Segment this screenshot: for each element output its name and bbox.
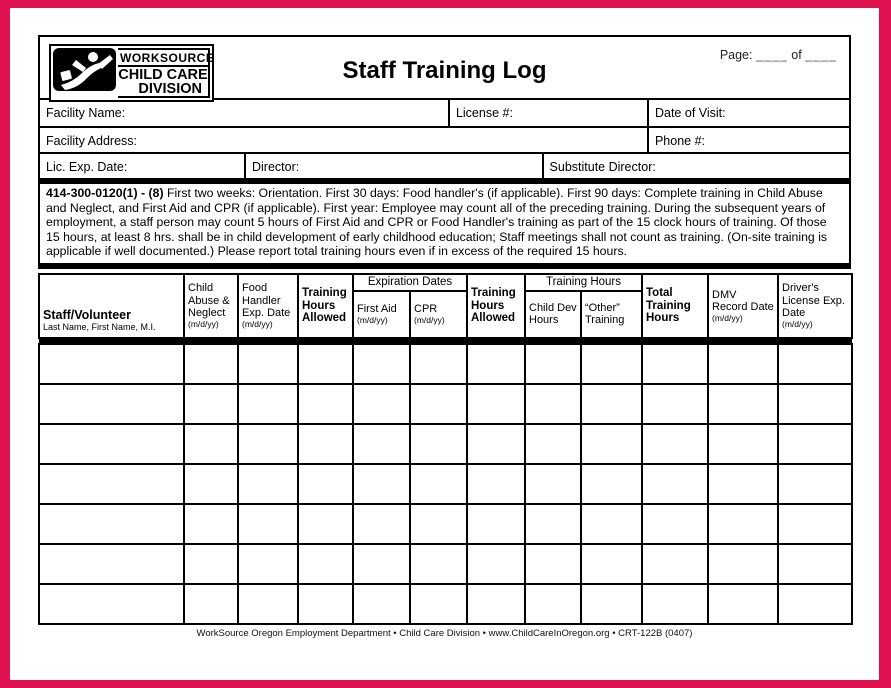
col-subtitle: (m/d/yy) [414,314,445,325]
empty-cell [39,344,184,384]
empty-cell [238,464,298,504]
col-title: Child Abuse & Neglect [188,282,230,320]
col-title: First Aid [357,303,397,316]
empty-cell [298,544,353,584]
empty-cell [467,464,525,504]
group-header-row [39,274,852,291]
col-header-child-dev-hours [525,291,581,338]
empty-cell [298,384,353,424]
empty-cell [238,544,298,584]
empty-cell [467,384,525,424]
col-header-child-abuse-neglect [184,274,238,338]
empty-cell [708,504,778,544]
page-title: Staff Training Log [342,57,547,84]
empty-cell [708,464,778,504]
logo-division-line1: CHILD CARE [118,67,208,83]
substitute-director-field: Substitute Director: [542,154,849,178]
col-title: Training Hours Allowed [302,287,347,325]
col-title: “Other” Training [585,301,625,327]
col-subtitle: (m/d/yy) [712,312,743,323]
empty-cell [184,464,238,504]
empty-cell [708,584,778,624]
empty-cell [353,464,410,504]
empty-cell [467,504,525,544]
empty-cell [525,344,581,384]
empty-cell [708,384,778,424]
empty-cell [642,464,708,504]
empty-cell [184,384,238,424]
col-header-training-hours-allowed-2 [467,274,525,338]
col-header-staff-volunteer [39,274,184,338]
empty-cell [642,384,708,424]
col-title: Total Training Hours [646,287,691,325]
empty-cell [39,584,184,624]
empty-cell [298,464,353,504]
table-header [39,274,852,338]
empty-cell [581,384,642,424]
empty-cell [410,424,467,464]
table-row [39,384,852,424]
empty-cell [778,344,852,384]
empty-cell [238,424,298,464]
empty-cell [184,424,238,464]
lic-exp-date-field: Lic. Exp. Date: [46,160,128,174]
facility-row-1 [40,100,849,126]
empty-cell [184,544,238,584]
empty-cell [642,544,708,584]
table-row [39,544,852,584]
col-title: Child Dev Hours [529,301,577,327]
page-number-blank: ____ [755,48,788,62]
masthead [40,37,849,100]
empty-cell [581,344,642,384]
page-total-blank: ____ [805,48,837,62]
license-number-field: License #: [448,100,647,126]
form-body [38,35,851,639]
empty-cell [184,504,238,544]
empty-cell [298,344,353,384]
col-subtitle: (m/d/yy) [357,314,388,325]
empty-cell [525,584,581,624]
empty-cell [184,344,238,384]
empty-cell [642,584,708,624]
empty-cell [525,384,581,424]
empty-cell [39,504,184,544]
training-log-table [38,273,853,625]
col-header-food-handler-exp-date [238,274,298,338]
empty-cell [410,504,467,544]
empty-cell [298,424,353,464]
empty-cell [778,584,852,624]
empty-cell [39,424,184,464]
regulation-text: First two weeks: Orientation. First 30 days: Food handler's (if applicable). First 90 days: Complete training in Child Abuse and Neglect, and First Aid and CPR (if applicable). First year: Employee may count all of the preceding training. During the subsequent years of employment, a staff person may count 5 hours of First Aid and CPR or Food Handler's training as part of the 15 clock hours of training. Of those 15 hours, at least 8 hrs. shall be in child development of early childhood education; Staff meetings shall not count as training. (On-site training is applicable if well documented.) Please report total training hours even if in excess of the required 15 hours. [46,186,828,259]
empty-cell [39,464,184,504]
col-title: Food Handler Exp. Date [242,282,291,320]
table-row [39,584,852,624]
empty-cell [778,464,852,504]
top-section [38,35,851,178]
empty-cell [353,504,410,544]
col-header-cpr [410,291,467,338]
facility-name-field: Facility Name: [46,106,126,120]
empty-cell [467,424,525,464]
regulation-code: 414-300-0120(1) - (8) [46,186,164,200]
col-header-total-training-hours [642,274,708,338]
col-title: Training Hours Allowed [471,287,516,325]
col-title: Driver's License Exp. Date [782,282,845,320]
group-header-training-hours: Training Hours [525,274,642,291]
col-subtitle: (m/d/yy) [782,318,813,329]
empty-cell [353,344,410,384]
empty-cell [778,504,852,544]
regulation-paragraph [38,178,851,269]
table-row [39,504,852,544]
footer-text: WorkSource Oregon Employment Department • Child Care Division • www.ChildCareInOregon.org • CRT-122B (0407) [196,627,693,639]
empty-cell [410,384,467,424]
empty-cell [353,424,410,464]
empty-cell [353,544,410,584]
empty-cell [298,584,353,624]
of-label: of [791,48,802,62]
empty-cell [238,504,298,544]
empty-cell [238,344,298,384]
col-title: Staff/Volunteer [43,307,131,322]
col-subtitle: (m/d/yy) [188,318,219,329]
empty-cell [778,424,852,464]
empty-cell [525,464,581,504]
col-title: CPR [414,303,438,316]
empty-cell [39,384,184,424]
empty-cell [581,544,642,584]
empty-cell [467,344,525,384]
table-row [39,464,852,504]
empty-cell [778,544,852,584]
col-subtitle: Last Name, First Name, M.I. [43,321,156,332]
empty-cell [410,584,467,624]
date-of-visit-field: Date of Visit: [647,100,849,126]
empty-cell [238,584,298,624]
paper-form [10,8,879,680]
facility-row-3 [40,152,849,178]
empty-cell [353,584,410,624]
empty-cell [39,544,184,584]
empty-cell [525,544,581,584]
col-title: DMV Record Date [712,288,774,314]
logo-brand-label: WORKSOURCE [120,51,215,65]
col-header-dmv-record-date [708,274,778,338]
empty-cell [184,584,238,624]
empty-cell [410,544,467,584]
phone-number-field: Phone #: [647,128,849,152]
col-subtitle: (m/d/yy) [242,318,273,329]
col-header-other-training [581,291,642,338]
empty-cell [238,384,298,424]
empty-cell [778,384,852,424]
group-header-expiration-dates: Expiration Dates [353,274,467,291]
table-row [39,344,852,384]
empty-cell [525,424,581,464]
empty-cell [525,504,581,544]
empty-cell [708,544,778,584]
empty-cell [708,424,778,464]
empty-cell [581,584,642,624]
empty-cell [467,584,525,624]
facility-address-field: Facility Address: [46,134,138,148]
col-header-drivers-license-exp-date [778,274,852,338]
table-row [39,424,852,464]
empty-cell [581,504,642,544]
empty-cell [353,384,410,424]
col-header-training-hours-allowed-1 [298,274,353,338]
empty-cell [581,464,642,504]
director-field: Director: [244,154,542,178]
empty-cell [581,424,642,464]
empty-cell [642,504,708,544]
log-table-body [39,338,852,624]
empty-cell [410,464,467,504]
empty-cell [642,424,708,464]
logo-division-line2: DIVISION [138,81,202,97]
page-label: Page: [719,48,753,62]
page-number-field [720,48,837,62]
empty-cell [467,544,525,584]
empty-cell [298,504,353,544]
empty-cell [642,344,708,384]
empty-cell [410,344,467,384]
col-header-first-aid [353,291,410,338]
empty-cell [708,344,778,384]
facility-row-2 [40,126,849,152]
